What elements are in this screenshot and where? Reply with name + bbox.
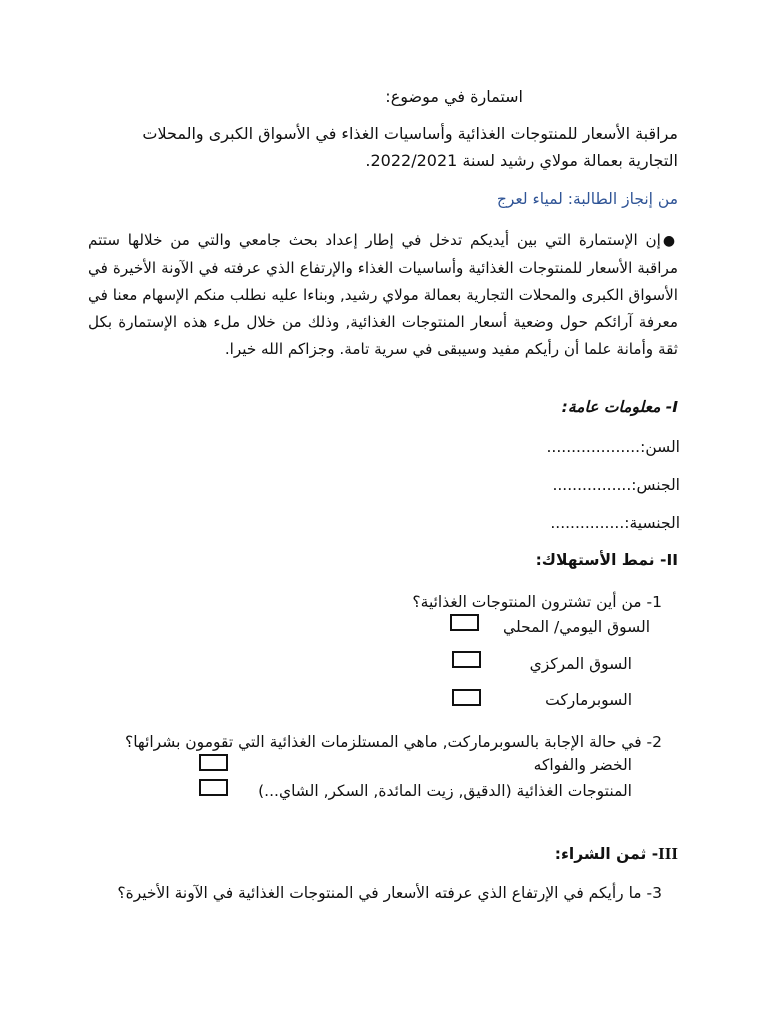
section-numeral: I [672, 398, 678, 416]
q1-checkbox-supermarket[interactable] [452, 689, 481, 706]
q1-option-daily-market: السوق اليومي/ المحلي [503, 618, 650, 636]
section-consumption-heading [536, 547, 678, 573]
field-gender-blank[interactable]: ................ [552, 476, 632, 494]
field-nationality [550, 510, 680, 536]
section-title: - ثمن الشراء: [554, 845, 659, 863]
form-title: استمارة في موضوع: [385, 87, 523, 106]
field-gender [552, 472, 680, 498]
q1-checkbox-daily-market[interactable] [450, 614, 479, 631]
q2-checkbox-vegetables-fruits[interactable] [199, 754, 228, 771]
section-title: - نمط الأستهلاك: [535, 551, 667, 569]
section-general-info-heading [562, 394, 678, 420]
field-age-blank[interactable]: ................... [546, 438, 641, 456]
q2-option-vegetables-fruits: الخضر والفواكه [533, 756, 632, 774]
q2-option-food-products: المنتوجات الغذائية (الدقيق, زيت المائدة, السكر, الشاي...) [258, 782, 632, 800]
field-nationality-blank[interactable]: ............... [550, 514, 625, 532]
question-2: 2- في حالة الإجابة بالسوبرماركت, ماهي المستلزمات الغذائية التي تقومون بشرائها؟ [124, 733, 662, 751]
field-age-label: السن: [640, 438, 680, 456]
bullet-icon: ● [662, 233, 679, 249]
section-title: - معلومات عامة: [561, 398, 673, 416]
question-3: 3- ما رأيكم في الإرتفاع الذي عرفته الأسعار في المنتوجات الغذائية في الآونة الأخيرة؟ [117, 884, 662, 902]
form-author: من إنجاز الطالبة: لمياء لعرج [496, 190, 678, 208]
field-age [546, 434, 680, 460]
form-subject [88, 120, 678, 174]
form-subject-line-1: مراقبة الأسعار للمنتوجات الغذائية وأساسيات الغذاء في الأسواق الكبرى والمحلات [142, 124, 678, 143]
question-1: 1- من أين تشترون المنتوجات الغذائية؟ [412, 593, 662, 611]
form-subject-line-2: التجارية بعمالة مولاي رشيد لسنة 2022/2021. [365, 151, 678, 170]
field-nationality-label: الجنسية: [624, 514, 680, 532]
section-price-heading [555, 841, 678, 867]
field-gender-label: الجنس: [631, 476, 680, 494]
q1-option-central-market: السوق المركزي [529, 655, 632, 673]
section-numeral: II [666, 551, 678, 569]
intro-paragraph [88, 227, 678, 363]
q1-option-supermarket: السوبرماركت [545, 691, 632, 709]
q1-checkbox-central-market[interactable] [452, 651, 481, 668]
section-numeral: III [658, 844, 678, 863]
q2-checkbox-food-products[interactable] [199, 779, 228, 796]
intro-text: إن الإستمارة التي بين أيديكم تدخل في إطار إعداد بحث جامعي والتي من خلالها ستتم مراقبة الأسعار للمنتوجات الغذائية وأساسيات الغذاء والإرتفاع الذي عرفته في الآونة الأخيرة في الأسواق الكبرى والمحلات التجارية بعمالة مولاي رشيد, وبناءا عليه نطلب منكم الإسهام معنا في معرفة آرائكم حول وضعية أسعار المنتوجات الغذائية, وذلك من خلال ملء هذه الإستمارة بكل ثقة وأمانة علما أن رأيكم مفيد وسيبقى في سرية تامة. وجزاكم الله خيرا. [88, 231, 678, 358]
